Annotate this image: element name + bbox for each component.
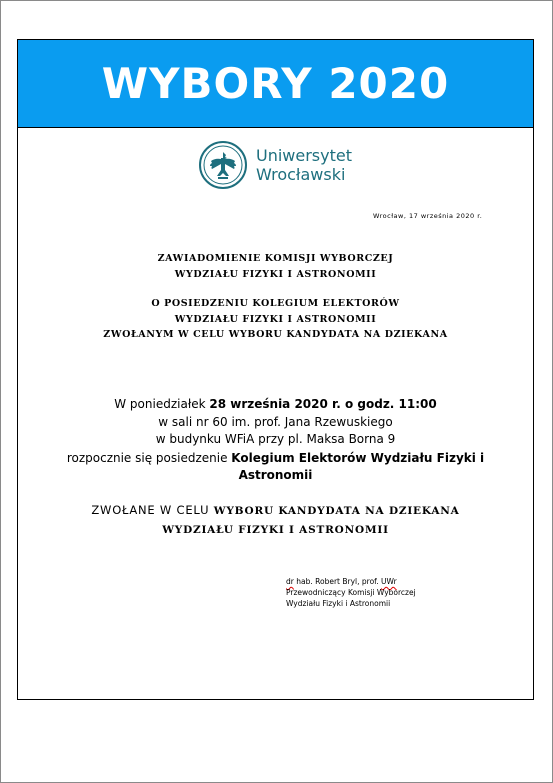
logo-line-2: Wrocławski [256,165,346,184]
signature-role: Przewodniczący Komisji Wyborczej [286,588,416,597]
meeting-start-prefix: rozpocznie się posiedzenie [66,451,232,465]
meeting-date-time: 28 września 2020 r. o godz. 11:00 [209,397,437,411]
notice-heading-2: O POSIEDZENIU KOLEGIUM ELEKTORÓW [151,298,400,309]
signature-unit: Wydziału Fizyki i Astronomii [286,599,391,608]
logo-text [256,146,352,184]
university-logo [198,140,352,190]
purpose-faculty: WYDZIAŁU FIZYKI I ASTRONOMII [162,524,389,536]
notice-heading-1: ZAWIADOMIENIE KOMISJI WYBORCZEJ [157,253,394,264]
signature-name-c: UWr [381,577,397,586]
notice-heading-2-sub: WYDZIAŁU FIZYKI I ASTRONOMII [174,314,377,325]
meeting-room: w sali nr 60 im. prof. Jana Rzewuskiego [158,415,393,429]
notice-heading-1-sub: WYDZIAŁU FIZYKI I ASTRONOMII [174,269,377,280]
eagle-emblem-icon [198,140,248,190]
meeting-date-line [18,397,533,411]
logo-line-1: Uniwersytet [256,146,352,165]
notice-frame [17,39,534,700]
meeting-day-prefix: W poniedziałek [114,397,210,411]
college-name: Kolegium Elektorów Wydziału Fizyki i [231,451,485,465]
signature-name-a: dr [286,577,294,586]
date-line: Wrocław, 17 września 2020 r. [373,212,483,220]
meeting-start-line [18,451,533,465]
college-name-cont: Astronomii [238,468,313,482]
notice-heading-2-purpose: ZWOŁANYM W CELU WYBORU KANDYDATA NA DZIEKANA [103,329,448,340]
title-banner [18,40,533,128]
signature-name-b: hab. Robert Bryl, prof. [293,577,382,586]
purpose-bold: WYBORU KANDYDATA NA DZIEKANA [213,505,460,517]
banner-title: WYBORY 2020 [101,59,450,108]
purpose-prefix: ZWOŁANE W CELU [91,503,214,517]
signature-name [286,576,416,587]
meeting-building: w budynku WFiA przy pl. Maksa Borna 9 [155,432,396,446]
signature-block [286,576,416,609]
purpose-line [18,503,533,517]
